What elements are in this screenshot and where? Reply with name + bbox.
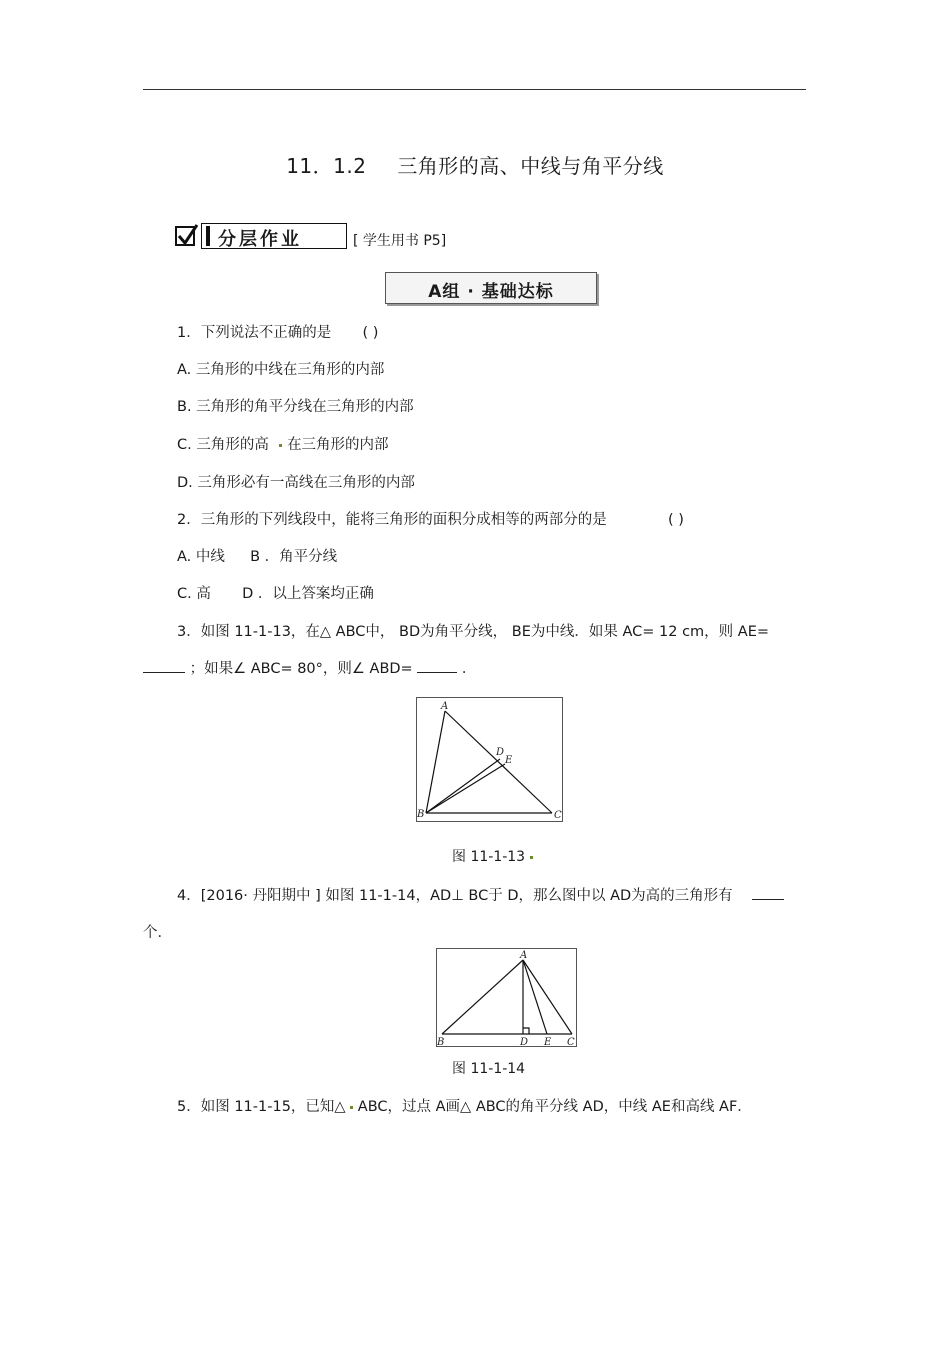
checkbox-icon [175,226,195,246]
q4-line2 [143,921,172,942]
q1-stem-text: 1．下列说法不正确的是 [177,325,332,341]
q1-option-d [177,471,415,492]
q1-option-b [177,395,414,416]
label-c: C [554,810,562,821]
q5-text-cont: ABC，过点 A画△ ABC的角平分线 AD，中线 AE和高线 AF． [357,1099,752,1115]
label-c: C [567,1037,575,1048]
option-text: 高 [196,586,211,602]
mark-dot [530,856,533,859]
option-text-cont: 在三角形的内部 [287,437,389,453]
option-letter: A. [177,362,192,378]
q3-blank-ae[interactable] [143,658,185,673]
caption-text: 图 11-1-13 [452,849,526,865]
q1-stem [177,321,378,342]
option-text: 三角形的角平分线在三角形的内部 [196,399,414,415]
group-banner [385,272,597,304]
option-letter: C. [177,586,192,602]
q4-blank[interactable] [752,885,784,900]
homework-label: 分层作业 [218,229,302,250]
label-d: D [520,1037,529,1048]
q3-text: 3．如图 11-1-13，在△ ABC中， BD为角平分线， BE为中线．如果 AC= 12 cm，则 AE= [177,624,770,640]
header-rule [143,89,806,90]
option-text: ．角平分线 [264,549,338,565]
q2-options-cd [177,582,374,603]
q4-text-cont: 个． [143,925,172,941]
q3-line1 [177,620,769,641]
q1-option-a [177,358,384,379]
q2-options-ab [177,545,337,566]
q5-line [177,1095,752,1116]
q2-stem-text: 2．三角形的下列线段中，能将三角形的面积分成相等的两部分的是 [177,512,607,528]
label-b: B [417,809,425,820]
homework-banner [175,222,446,250]
option-letter: B [250,549,261,565]
option-text: 三角形的高 [196,437,269,453]
q3-blank-abd[interactable] [417,658,457,673]
option-letter: A. [177,549,192,565]
option-text: ．以上答案均正确 [257,586,374,602]
option-text: 中线 [195,549,225,565]
option-letter: D [242,586,254,602]
q4-line1 [177,884,784,905]
q1-option-c [177,433,389,454]
option-text: 三角形的中线在三角形的内部 [195,362,385,378]
group-label: A组 · 基础达标 [428,282,554,302]
homework-label-box [201,223,347,249]
q3-end: ． [461,661,477,677]
q3-text-cont: ；如果∠ ABC= 80°，则∠ ABD= [189,661,413,677]
q2-stem [177,508,684,529]
q3-line2 [143,657,476,678]
caption-text: 图 11-1-14 [452,1061,526,1077]
option-letter: C. [177,437,192,453]
q5-text: 5．如图 11-1-15，已知△ [177,1099,346,1115]
figure-11-1-13 [416,697,564,827]
option-letter: D. [177,475,193,491]
option-text: 三角形必有一高线在三角形的内部 [197,475,415,491]
label-b: B [437,1037,445,1048]
label-e: E [505,755,513,766]
figure-11-1-14 [436,948,578,1052]
q2-answer-paren: ( ) [667,512,684,528]
option-letter: B. [177,399,192,415]
section-title [0,150,950,179]
q1-answer-paren: ( ) [362,325,379,341]
label-a: A [441,701,449,712]
q4-text: 4．[2016· 丹阳期中 ] 如图 11-1-14，AD⊥ BC于 D，那么图中以 AD为高的三角形有 [177,888,733,904]
mark-dot [350,1106,353,1109]
figure-caption-14 [452,1058,525,1078]
section-title-text: 三角形的高、中线与角平分线 [397,154,664,178]
label-d: D [496,747,505,758]
label-e: E [544,1037,552,1048]
figure-caption-13 [452,846,533,866]
mark-dot [279,444,282,447]
section-number: 11．1.2 [286,154,367,178]
book-reference: [ 学生用书 P5] [353,233,447,249]
label-a: A [520,950,528,961]
